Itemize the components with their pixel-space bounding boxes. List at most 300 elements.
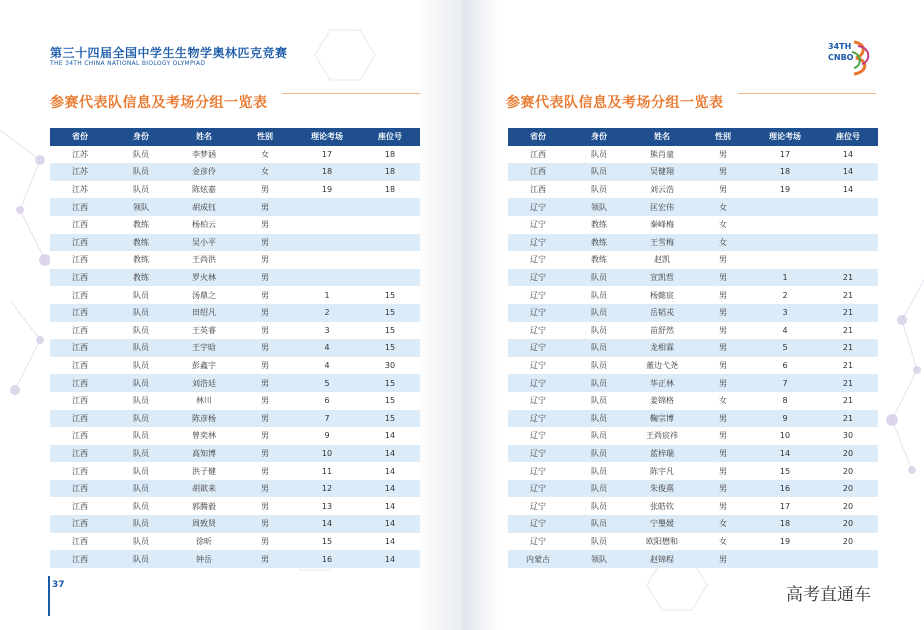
table-cell: 17 [294,146,360,164]
table-cell: 21 [818,357,878,375]
column-header: 性别 [236,128,294,146]
left-section-title: 参赛代表队信息及考场分组一览表 [50,95,268,111]
table-cell: 18 [360,163,420,181]
table-cell: 队员 [110,163,172,181]
table-row [50,163,420,181]
table-cell: 男 [694,304,752,322]
table-cell: 男 [694,497,752,515]
table-cell: 江西 [50,462,110,480]
table-row [50,410,420,428]
table-cell: 14 [818,181,878,199]
table-cell: 男 [236,497,294,515]
table-cell: 江苏 [50,163,110,181]
table-cell: 刘浩廷 [172,374,236,392]
table-cell: 20 [818,497,878,515]
table-cell: 男 [236,216,294,234]
table-cell: 14 [360,515,420,533]
table-cell: 辽宁 [508,445,568,463]
table-cell: 队员 [568,269,630,287]
table-cell: 徐昕 [172,533,236,551]
table-cell: 江苏 [50,181,110,199]
table-cell: 10 [294,445,360,463]
table-row [508,163,878,181]
table-cell [360,216,420,234]
table-cell: 辽宁 [508,497,568,515]
table-cell: 罗火林 [172,269,236,287]
table-cell [294,198,360,216]
table-row [50,251,420,269]
table-row [50,533,420,551]
table-cell: 高知博 [172,445,236,463]
table-cell: 王尚洪 [172,251,236,269]
table-cell: 男 [236,304,294,322]
table-cell: 女 [694,198,752,216]
column-header: 省份 [508,128,568,146]
table-row [50,550,420,568]
table-cell: 18 [752,163,818,181]
table-cell: 男 [694,146,752,164]
table-cell: 男 [236,374,294,392]
table-cell: 队员 [568,427,630,445]
table-cell: 江西 [50,251,110,269]
table-cell: 李梦涵 [172,146,236,164]
table-cell: 领队 [568,198,630,216]
table-cell: 8 [752,392,818,410]
table-cell: 男 [694,269,752,287]
table-cell: 6 [294,392,360,410]
table-cell: 男 [236,427,294,445]
table-row [50,304,420,322]
table-row [50,146,420,164]
table-cell: 15 [294,533,360,551]
table-cell: 20 [818,445,878,463]
table-cell: 队员 [568,462,630,480]
table-cell: 14 [294,515,360,533]
table-cell [294,251,360,269]
table-row [50,322,420,340]
table-row [50,374,420,392]
page-number-bar [48,576,50,616]
table-cell: 男 [694,374,752,392]
table-cell: 队员 [110,515,172,533]
table-cell: 王尚宸祎 [630,427,694,445]
table-cell: 江苏 [50,146,110,164]
table-row [508,533,878,551]
table-cell: 江西 [508,181,568,199]
right-roster-table [508,128,878,568]
left-roster-table [50,128,420,568]
table-cell: 江西 [50,234,110,252]
table-cell [818,234,878,252]
table-cell: 18 [360,181,420,199]
table-cell: 18 [360,146,420,164]
table-cell: 4 [294,357,360,375]
table-cell: 6 [752,357,818,375]
table-cell: 女 [694,515,752,533]
table-cell: 4 [294,339,360,357]
table-row [508,304,878,322]
table-cell: 男 [236,550,294,568]
table-cell: 队员 [110,410,172,428]
table-cell: 男 [694,286,752,304]
table-cell [294,269,360,287]
table-cell: 辽宁 [508,392,568,410]
table-row [50,339,420,357]
table-cell: 鞠宗博 [630,410,694,428]
table-cell: 胡歆来 [172,480,236,498]
table-cell: 华正林 [630,374,694,392]
table-cell: 辽宁 [508,286,568,304]
column-header: 身份 [568,128,630,146]
table-row [508,146,878,164]
table-cell: 7 [294,410,360,428]
table-cell [752,251,818,269]
table-cell: 秦峰梅 [630,216,694,234]
table-cell: 陈炫嘉 [172,181,236,199]
table-cell: 男 [236,322,294,340]
table-cell [818,216,878,234]
table-cell: 队员 [110,374,172,392]
table-row [508,269,878,287]
table-cell: 队员 [110,462,172,480]
table-cell: 2 [294,304,360,322]
table-cell: 匡宏伟 [630,198,694,216]
table-cell: 张皓钦 [630,497,694,515]
table-cell: 宣凯哲 [630,269,694,287]
table-cell [294,216,360,234]
table-row [508,427,878,445]
table-cell: 15 [360,304,420,322]
table-cell: 胡成钰 [172,198,236,216]
table-cell: 21 [818,269,878,287]
table-cell: 队员 [568,410,630,428]
table-cell: 16 [294,550,360,568]
table-cell: 男 [694,410,752,428]
table-row [50,515,420,533]
logo-swirl-icon [828,38,876,78]
table-cell: 江西 [508,146,568,164]
cnbo-logo [828,38,876,78]
table-cell: 教练 [110,234,172,252]
table-row [50,480,420,498]
table-cell: 江西 [50,515,110,533]
column-header: 身份 [110,128,172,146]
table-cell: 7 [752,374,818,392]
table-cell: 队员 [568,374,630,392]
table-cell: 20 [818,480,878,498]
table-cell: 江西 [50,269,110,287]
table-row [508,410,878,428]
table-row [508,445,878,463]
table-cell: 15 [360,410,420,428]
table-row [50,234,420,252]
table-cell: 13 [294,497,360,515]
logo-number: 34TH [828,42,852,51]
table-cell: 队员 [110,533,172,551]
table-cell: 钟岳 [172,550,236,568]
table-cell: 辽宁 [508,216,568,234]
table-cell: 队员 [110,480,172,498]
table-row [50,269,420,287]
table-cell: 20 [818,462,878,480]
table-cell: 17 [752,146,818,164]
table-cell: 杨柏云 [172,216,236,234]
table-row [50,497,420,515]
table-cell: 15 [360,392,420,410]
table-cell: 队员 [568,322,630,340]
table-cell: 江西 [50,339,110,357]
table-cell: 队员 [110,392,172,410]
table-cell: 队员 [110,497,172,515]
table-cell: 朱俊熹 [630,480,694,498]
table-cell: 江西 [50,480,110,498]
table-cell: 男 [236,286,294,304]
table-cell: 辽宁 [508,533,568,551]
table-cell: 12 [294,480,360,498]
table-cell: 男 [236,445,294,463]
table-cell: 辽宁 [508,374,568,392]
table-row [508,392,878,410]
table-cell: 吴小平 [172,234,236,252]
table-cell: 19 [294,181,360,199]
table-row [508,251,878,269]
table-cell: 2 [752,286,818,304]
table-cell: 20 [818,515,878,533]
table-cell: 陈宇凡 [630,462,694,480]
table-cell: 队员 [568,286,630,304]
table-cell: 江西 [50,286,110,304]
logo-text: CNBO [828,53,854,62]
table-cell: 男 [236,515,294,533]
table-cell: 19 [752,181,818,199]
table-cell: 18 [752,515,818,533]
table-cell: 教练 [110,216,172,234]
table-cell: 男 [236,480,294,498]
table-cell: 17 [752,497,818,515]
page-number: 37 [52,580,65,590]
table-cell: 王雪梅 [630,234,694,252]
right-section-title: 参赛代表队信息及考场分组一览表 [506,95,724,111]
table-cell: 教练 [110,269,172,287]
table-cell: 教练 [110,251,172,269]
table-cell: 女 [236,163,294,181]
table-cell: 21 [818,410,878,428]
table-cell: 辽宁 [508,198,568,216]
table-cell: 辽宁 [508,304,568,322]
table-cell: 教练 [568,234,630,252]
table-cell: 15 [360,322,420,340]
table-cell: 队员 [110,445,172,463]
table-cell: 30 [360,357,420,375]
table-cell: 吴健翔 [630,163,694,181]
table-cell: 龙相霖 [630,339,694,357]
table-cell: 男 [236,339,294,357]
table-cell: 男 [236,392,294,410]
column-header: 姓名 [172,128,236,146]
table-cell: 21 [818,304,878,322]
table-row [50,216,420,234]
table-cell [360,198,420,216]
table-cell: 女 [694,234,752,252]
table-cell: 队员 [110,427,172,445]
table-cell [360,251,420,269]
table-cell: 苗舒然 [630,322,694,340]
column-header: 省份 [50,128,110,146]
table-cell: 岳韬戎 [630,304,694,322]
table-row [50,462,420,480]
table-cell: 彭鑫宇 [172,357,236,375]
table-cell: 21 [818,339,878,357]
table-cell: 郭腾毅 [172,497,236,515]
table-cell: 辽宁 [508,480,568,498]
table-cell: 队员 [568,533,630,551]
table-cell: 队员 [568,497,630,515]
column-header: 性别 [694,128,752,146]
table-cell: 队员 [110,357,172,375]
table-cell: 欧阳懋和 [630,533,694,551]
table-cell: 队员 [568,357,630,375]
table-cell: 队员 [568,163,630,181]
table-cell: 洪子健 [172,462,236,480]
table-cell: 5 [752,339,818,357]
table-cell: 14 [752,445,818,463]
table-cell: 江西 [50,410,110,428]
right-title-rule [738,93,876,94]
table-row [508,462,878,480]
table-cell [360,269,420,287]
table-cell: 1 [294,286,360,304]
table-cell: 江西 [50,374,110,392]
table-cell: 曾奕林 [172,427,236,445]
table-cell: 教练 [568,216,630,234]
table-cell: 男 [236,269,294,287]
table-cell: 14 [360,427,420,445]
table-cell [818,251,878,269]
table-row [508,198,878,216]
table-cell: 21 [818,322,878,340]
column-header: 姓名 [630,128,694,146]
table-cell: 男 [694,357,752,375]
table-cell: 5 [294,374,360,392]
table-cell: 20 [818,533,878,551]
right-table-header [508,128,878,146]
table-cell: 队员 [110,339,172,357]
table-row [508,515,878,533]
table-cell: 辽宁 [508,322,568,340]
table-cell: 队员 [110,146,172,164]
table-row [50,392,420,410]
table-cell: 14 [360,497,420,515]
table-cell: 男 [694,445,752,463]
table-cell: 14 [818,163,878,181]
table-cell: 女 [694,533,752,551]
table-cell: 男 [236,251,294,269]
table-row [508,322,878,340]
table-cell: 队员 [110,322,172,340]
table-cell [818,198,878,216]
table-cell: 江西 [50,427,110,445]
table-row [508,357,878,375]
table-cell: 辽宁 [508,357,568,375]
table-cell: 蓝梓瑞 [630,445,694,463]
left-table-header [50,128,420,146]
table-cell [360,234,420,252]
table-cell: 男 [236,462,294,480]
table-cell: 30 [818,427,878,445]
table-cell: 队员 [110,550,172,568]
table-cell: 15 [360,286,420,304]
table-cell [752,234,818,252]
table-cell: 江西 [50,216,110,234]
table-cell [752,550,818,568]
table-cell: 16 [752,480,818,498]
right-page [462,0,924,630]
table-cell: 男 [236,410,294,428]
table-cell: 4 [752,322,818,340]
table-cell: 15 [360,374,420,392]
table-row [50,357,420,375]
table-row [508,339,878,357]
table-cell: 周致贤 [172,515,236,533]
table-cell: 男 [694,462,752,480]
table-row [50,198,420,216]
table-cell: 女 [694,216,752,234]
table-cell: 辽宁 [508,515,568,533]
table-cell: 江西 [50,445,110,463]
table-cell: 江西 [50,497,110,515]
table-cell [294,234,360,252]
table-cell: 15 [360,339,420,357]
table-cell: 内蒙古 [508,550,568,568]
table-cell: 10 [752,427,818,445]
table-row [508,286,878,304]
table-cell: 男 [694,163,752,181]
table-cell: 21 [818,286,878,304]
table-row [50,181,420,199]
table-row [50,427,420,445]
table-cell: 14 [818,146,878,164]
table-cell: 队员 [568,480,630,498]
table-cell: 队员 [110,181,172,199]
table-cell: 14 [360,550,420,568]
table-cell: 队员 [568,515,630,533]
table-cell: 男 [694,427,752,445]
left-title-rule [282,93,420,94]
table-row [508,497,878,515]
table-cell: 9 [752,410,818,428]
table-cell: 江西 [50,304,110,322]
table-cell: 赵锦程 [630,550,694,568]
table-cell: 辽宁 [508,339,568,357]
olympiad-title-en: THE 34TH CHINA NATIONAL BIOLOGY OLYMPIAD [50,60,206,67]
table-row [50,445,420,463]
table-cell: 男 [236,181,294,199]
table-cell: 3 [294,322,360,340]
table-cell: 女 [694,392,752,410]
table-cell: 汤鼎之 [172,286,236,304]
table-cell [818,550,878,568]
table-cell: 14 [360,480,420,498]
table-cell: 姜锦格 [630,392,694,410]
table-cell [752,198,818,216]
column-header: 座位号 [818,128,878,146]
table-cell: 江西 [50,357,110,375]
column-header: 理论考场 [752,128,818,146]
table-cell: 男 [694,480,752,498]
table-cell: 江西 [508,163,568,181]
table-cell: 队员 [568,339,630,357]
table-cell: 14 [360,445,420,463]
